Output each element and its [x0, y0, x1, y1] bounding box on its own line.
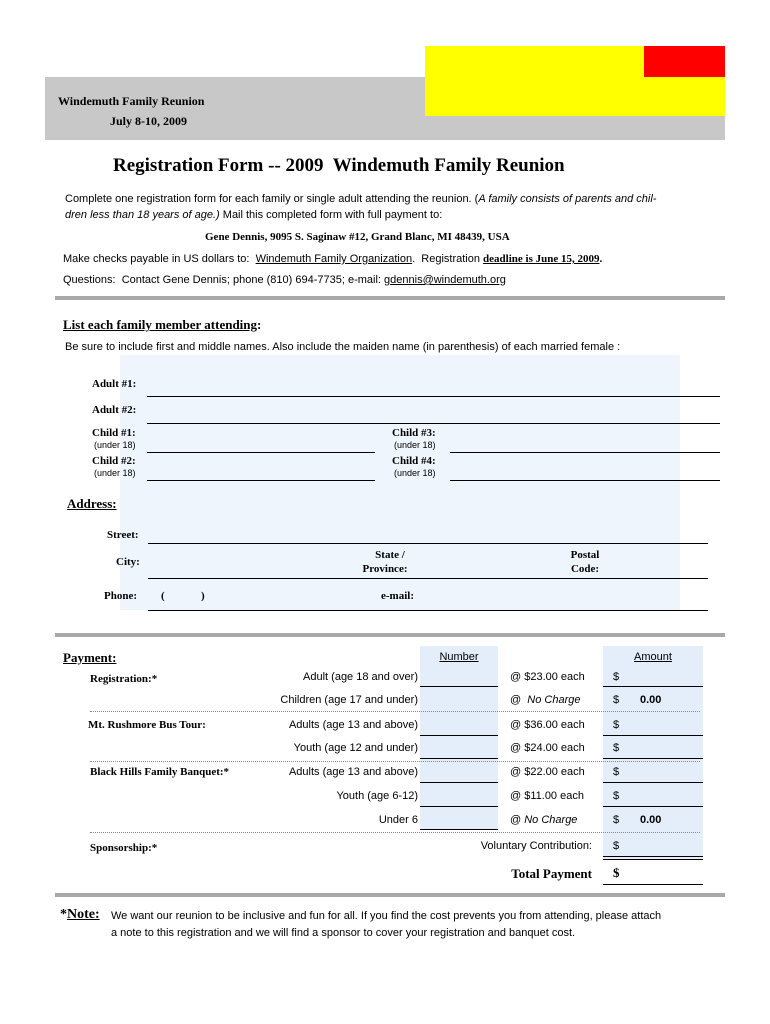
note-star: *	[60, 907, 67, 922]
intro-line-2	[65, 209, 442, 221]
divider-registration	[90, 711, 700, 712]
mail-address: Gene Dennis, 9095 S. Saginaw #12, Grand Blanc, MI 48439, USA	[205, 231, 510, 243]
adult2-field[interactable]	[147, 423, 720, 424]
intro-italic: A family consists of parents and chil-	[478, 193, 657, 205]
total-dollar: $	[613, 865, 620, 880]
row-amount-3[interactable]	[603, 758, 703, 759]
intro-text-2: Mail this completed form with full payment to:	[219, 209, 443, 221]
banquet-label: Black Hills Family Banquet:*	[90, 766, 230, 778]
checks-org: Windemuth Family Organization	[255, 253, 413, 265]
bus-tour-label: Mt. Rushmore Bus Tour:	[88, 719, 206, 731]
child4-note: (under 18)	[394, 468, 436, 478]
row-dollar-6: $	[613, 814, 620, 826]
voluntary-dollar: $	[613, 840, 620, 852]
contact-email-link[interactable]: gdennis@windemuth.org	[384, 274, 506, 286]
row-price-6-text: No Charge	[524, 814, 578, 826]
row-desc-6: Under 6	[378, 814, 418, 826]
header-date: July 8-10, 2009	[110, 114, 188, 128]
members-heading-text: List each family member attending	[63, 317, 258, 332]
child3-note: (under 18)	[394, 440, 436, 450]
row-price-6: @ No Charge	[510, 814, 578, 826]
intro-italic-2: dren less than 18 years of age.)	[65, 209, 220, 221]
payment-heading: Payment:	[63, 650, 117, 665]
section-divider	[55, 296, 725, 300]
row-dollar-4: $	[613, 766, 620, 778]
checks-end: .	[599, 253, 603, 265]
voluntary-label: Voluntary Contribution:	[480, 840, 592, 852]
child2-note: (under 18)	[94, 468, 136, 478]
row-desc-1: Children (age 17 and under)	[280, 694, 418, 706]
row-dollar-3: $	[613, 742, 620, 754]
header-org: Windemuth Family Reunion	[58, 94, 205, 108]
row-price-2: @ $36.00 each	[510, 719, 585, 731]
questions-line	[63, 274, 506, 286]
number-column-bg	[420, 646, 498, 830]
row-price-1: @ No Charge	[510, 694, 581, 706]
row-dollar-0: $	[613, 671, 620, 683]
members-instruction: Be sure to include first and middle names. Also include the maiden name (in parenthesis) of each married female :	[65, 341, 621, 353]
amount-column-header: Amount	[634, 651, 672, 663]
child1-label: Child #1:	[92, 427, 136, 439]
sponsorship-label: Sponsorship:*	[90, 842, 158, 854]
adult1-field[interactable]	[147, 396, 720, 397]
child2-label: Child #2:	[92, 455, 136, 467]
child2-field[interactable]	[147, 480, 375, 481]
questions-text: Questions: Contact Gene Dennis; phone (810) 694-7735; e-mail:	[63, 274, 385, 286]
registration-label: Registration:*	[90, 673, 158, 685]
members-heading	[63, 317, 261, 333]
child4-label: Child #4:	[392, 455, 436, 467]
divider-banquet	[90, 832, 700, 833]
state-label-1: State /	[375, 549, 405, 561]
postal-label-1: Postal	[570, 549, 600, 561]
row-number-4[interactable]	[420, 782, 498, 783]
page-title: Registration Form -- 2009 Windemuth Family Reunion	[113, 155, 565, 176]
row-dollar-5: $	[613, 790, 620, 802]
checks-mid: . Registration	[412, 253, 484, 265]
row-desc-0: Adult (age 18 and over)	[303, 671, 418, 683]
postal-label-2: Code:	[570, 563, 600, 575]
row-number-0[interactable]	[420, 686, 498, 687]
total-label: Total Payment	[511, 866, 592, 881]
city-state-postal-field[interactable]	[148, 578, 708, 579]
divider-bus	[90, 761, 700, 762]
row-price-0: @ $23.00 each	[510, 671, 585, 683]
total-amount-field[interactable]	[603, 884, 703, 885]
phone-paren-close: )	[201, 590, 205, 602]
deadline: deadline is June 15, 2009	[483, 253, 600, 265]
row-amount-5[interactable]	[603, 806, 703, 807]
adult1-label: Adult #1:	[92, 378, 137, 390]
row-price-4: @ $22.00 each	[510, 766, 585, 778]
child3-label: Child #3:	[392, 427, 436, 439]
row-desc-3: Youth (age 12 and under)	[293, 742, 418, 754]
red-box	[644, 46, 725, 77]
note-label-text: Note:	[67, 907, 100, 922]
voluntary-amount-field[interactable]	[603, 856, 703, 857]
voluntary-double-rule	[603, 859, 703, 860]
child1-field[interactable]	[147, 452, 375, 453]
row-amount-6: 0.00	[640, 814, 662, 826]
phone-label: Phone:	[104, 590, 137, 602]
row-number-3[interactable]	[420, 758, 498, 759]
child3-field[interactable]	[450, 452, 720, 453]
email-label: e-mail:	[381, 590, 414, 602]
row-price-5: @ $11.00 each	[510, 790, 584, 802]
checks-text: Make checks payable in US dollars to:	[63, 253, 256, 265]
row-desc-4: Adults (age 13 and above)	[288, 766, 418, 778]
intro-line-1	[65, 193, 656, 205]
section-divider-2	[55, 633, 725, 637]
row-amount-1: 0.00	[640, 694, 662, 706]
checks-line	[63, 253, 602, 265]
street-label: Street:	[107, 529, 139, 541]
row-amount-4[interactable]	[603, 782, 703, 783]
note-label	[60, 907, 100, 923]
number-column-header: Number	[439, 651, 479, 663]
row-number-2[interactable]	[420, 735, 498, 736]
row-price-1-text: No Charge	[527, 694, 581, 706]
street-field[interactable]	[148, 543, 708, 544]
row-price-3: @ $24.00 each	[510, 742, 585, 754]
section-divider-3	[55, 893, 725, 897]
address-heading: Address:	[67, 496, 117, 511]
row-desc-5: Youth (age 6-12)	[336, 790, 418, 802]
intro-text: Complete one registration form for each family or single adult attending the reunion. (	[65, 193, 479, 205]
note-line-2: a note to this registration and we will find a sponsor to cover your registration and banquet cost.	[111, 927, 576, 939]
child1-note: (under 18)	[94, 440, 136, 450]
note-line-1: We want our reunion to be inclusive and fun for all. If you find the cost prevents you from attending, please attach	[111, 910, 662, 922]
row-dollar-2: $	[613, 719, 620, 731]
row-amount-2[interactable]	[603, 735, 703, 736]
child4-field[interactable]	[450, 480, 720, 481]
members-heading-colon: :	[257, 317, 262, 332]
adult2-label: Adult #2:	[92, 404, 137, 416]
phone-email-field[interactable]	[148, 610, 708, 611]
row-dollar-1: $	[613, 694, 620, 706]
row-number-5[interactable]	[420, 806, 498, 807]
row-desc-2: Adults (age 13 and above)	[288, 719, 418, 731]
row-amount-0[interactable]	[603, 686, 703, 687]
row-number-6[interactable]	[420, 829, 498, 830]
city-label: City:	[116, 556, 140, 568]
state-label-2: Province:	[362, 563, 408, 575]
phone-paren-open: (	[161, 590, 165, 602]
